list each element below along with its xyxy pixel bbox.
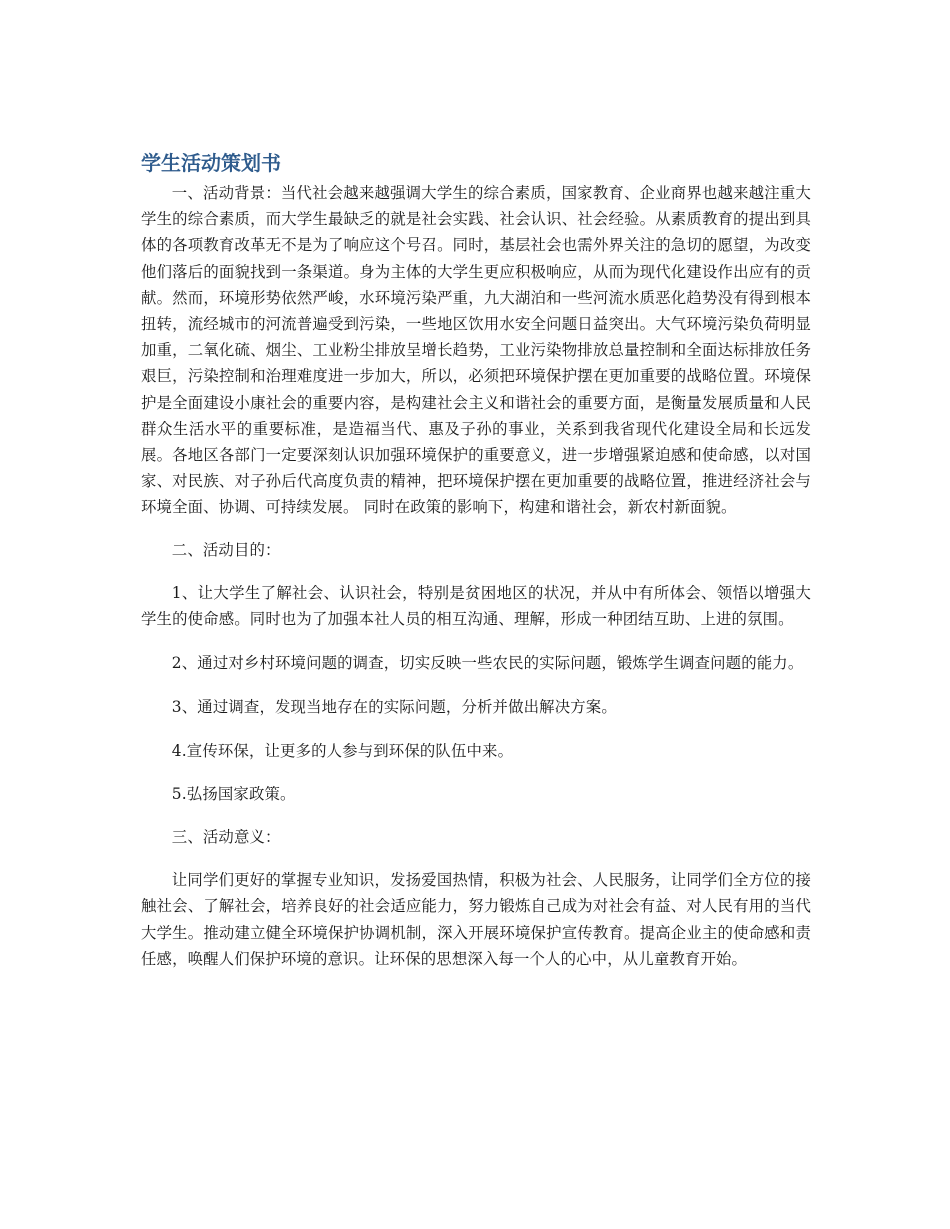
paragraph-purpose-5: 5.弘扬国家政策。 [171,784,296,803]
document-body [141,148,811,990]
paragraph-significance: 让同学们更好的掌握专业知识，发扬爱国热情，积极为社会、人民服务，让同学们全方位的接触社会、了解社会，培养良好的社会适应能力，努力锻炼自己成为对社会有益、对人民有用的当代大学生。推动建立健全环境保护协调机制，深入开展环境保护宣传教育。提高企业主的使命感和责任感，唤醒人们保护环境的意识。让环保的思想深入每一个人的心中，从儿童教育开始。 [141,871,811,968]
paragraph-purpose-1: 1、让大学生了解社会、认识社会，特别是贫困地区的状况，并从中有所体会、领悟以增强大学生的使命感。同时也为了加强本社人员的相互沟通、理解，形成一种团结互助、上进的氛围。 [141,583,811,629]
paragraph-background: 一、活动背景：当代社会越来越强调大学生的综合素质，国家教育、企业商界也越来越注重大学生的综合素质，而大学生最缺乏的就是社会实践、社会认识、社会经验。从素质教育的提出到具体的各项教育改革无不是为了响应这个号召。同时，基层社会也需外界关注的急切的愿望，为改变他们落后的面貌找到一条渠道。身为主体的大学生更应积极响应，从而为现代化建设作出应有的贡献。然而，环境形势依然严峻，水环境污染严重，九大湖泊和一些河流水质恶化趋势没有得到根本扭转，流经城市的河流普遍受到污染，一些地区饮用水安全问题日益突出。大气环境污染负荷明显加重，二氧化硫、烟尘、工业粉尘排放呈增长趋势，工业污染物排放总量控制和全面达标排放任务艰巨，污染控制和治理难度进一步加大，所以，必须把环境保护摆在更加重要的战略位置。环境保护是全面建设小康社会的重要内容，是构建社会主义和谐社会的重要方面，是衡量发展质量和人民群众生活水平的重要标准，是造福当代、惠及子孙的事业，关系到我省现代化建设全局和长远发展。各地区各部门一定要深刻认识加强环境保护的重要意义，进一步增强紧迫感和使命感，以对国家、对民族、对子孙后代高度负责的精神，把环境保护摆在更加重要的战略位置，推进经济社会与环境全面、协调、可持续发展。 同时在政策的影响下，构建和谐社会，新农村新面貌。 [141,184,811,517]
paragraph-purpose-4: 4.宣传环保，让更多的人参与到环保的队伍中来。 [171,741,514,760]
paragraph-purpose-3: 3、通过调查，发现当地存在的实际问题，分析并做出解决方案。 [171,698,617,717]
paragraph-purpose-heading: 二、活动目的： [171,540,281,559]
document-title: 学生活动策划书 [141,151,281,175]
paragraph-significance-heading: 三、活动意义： [171,828,281,847]
paragraph-purpose-2: 2、通过对乡村环境问题的调查，切实反映一些农民的实际问题，锻炼学生调查问题的能力。 [171,654,804,673]
